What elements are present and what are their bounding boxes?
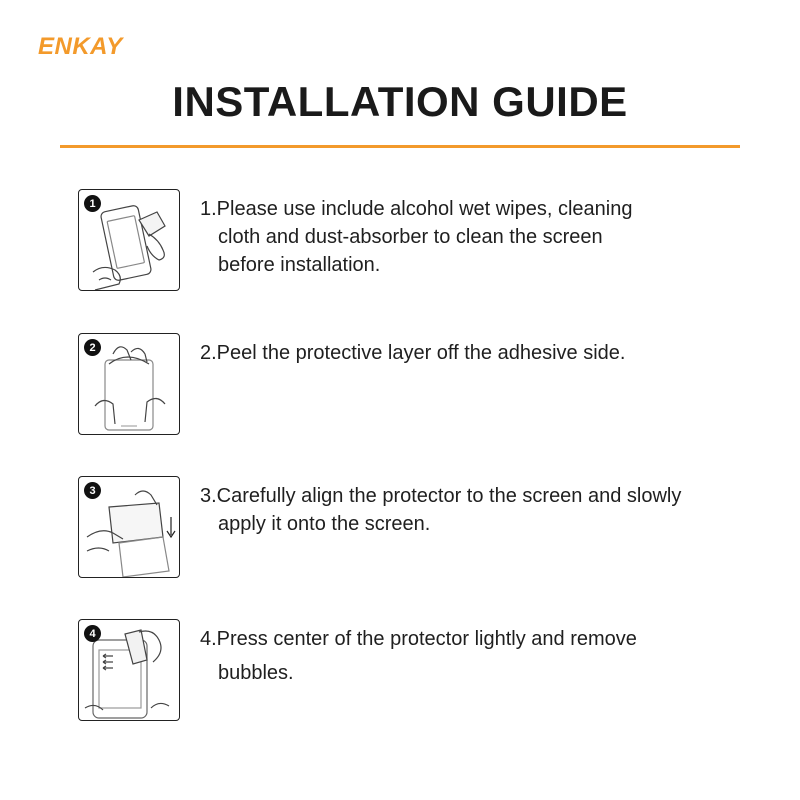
page-title: INSTALLATION GUIDE [172, 78, 628, 125]
step-number-badge: 1 [84, 195, 101, 212]
step-text-line: cloth and dust-absorber to clean the screen [218, 226, 603, 248]
title-divider [60, 145, 740, 148]
step-text-line: 3.Carefully align the protector to the screen and slowly [200, 485, 682, 507]
step-number-badge: 4 [84, 625, 101, 642]
step-text-line: 1.Please use include alcohol wet wipes, cleaning [200, 198, 633, 220]
peel-film-illustration [78, 333, 180, 435]
step-2 [78, 333, 758, 437]
step-4 [78, 619, 758, 723]
step-text-line: bubbles. [218, 662, 294, 684]
step-text-line: apply it onto the screen. [218, 513, 431, 535]
step-number-badge: 2 [84, 339, 101, 356]
wipe-phone-illustration [78, 189, 180, 291]
step-3 [78, 476, 758, 580]
brand-logo: ENKAY [38, 33, 123, 60]
step-text-line: 4.Press center of the protector lightly and remove [200, 628, 637, 650]
step-text-line: 2.Peel the protective layer off the adhesive side. [200, 342, 626, 364]
press-bubbles-illustration [78, 619, 180, 721]
step-text-line: before installation. [218, 254, 381, 276]
align-protector-illustration [78, 476, 180, 578]
step-number-badge: 3 [84, 482, 101, 499]
step-1 [78, 189, 758, 293]
